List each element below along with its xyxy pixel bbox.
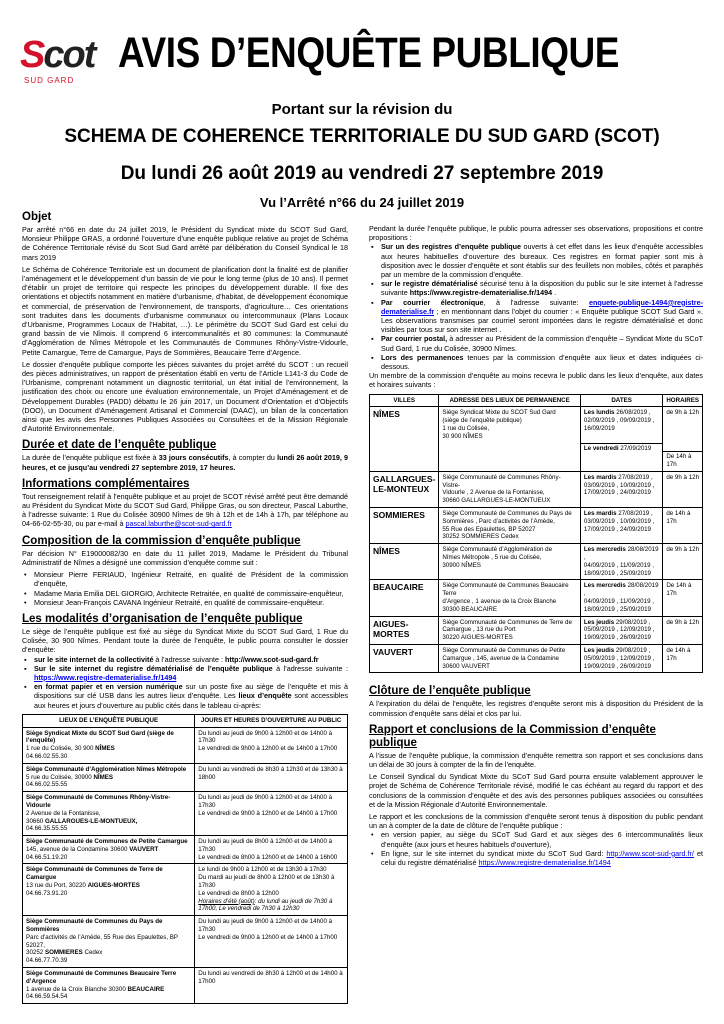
dates-line: 17/09/2019 , 24/09/2019 bbox=[583, 525, 651, 533]
table-cell-lieu bbox=[23, 792, 195, 836]
modalites-item bbox=[22, 682, 348, 710]
permanence-dates bbox=[580, 616, 662, 644]
lieu-addr: 5 rue du Colisée, 30900 bbox=[26, 773, 94, 781]
modalites-item-2-bold: Sur le site internet du registre dématérialisé de l’enquête publique bbox=[34, 663, 273, 673]
lieu-address bbox=[26, 846, 191, 854]
lieu-name: Siège Communauté de Communes Beaucaire Terre d’Argence bbox=[26, 970, 177, 985]
permanence-hours: de 14h à 17h bbox=[663, 644, 703, 672]
permanence-hours: de 9h à 12h bbox=[663, 471, 703, 507]
table-row bbox=[370, 471, 703, 507]
registre-link[interactable]: https://www.registre-dematerialise.fr/1494 bbox=[478, 858, 611, 868]
obs-item-2-text: sécurisé tenu à la disposition du public sur le site internet à l’adresse suivante bbox=[381, 279, 703, 298]
lieu-addr-2: 30660 bbox=[26, 817, 45, 825]
hours-line: Le lundi de 9h00 à 12h00 et de 13h30 à 17h30 bbox=[198, 866, 327, 874]
rapport-item-2-text: En ligne, sur le site internet du syndicat mixte du SCoT Sud Gard: bbox=[381, 848, 607, 858]
dates-line bbox=[584, 546, 659, 562]
left-column bbox=[22, 211, 348, 1004]
lieu-phone: 04.66.02.55.30 bbox=[26, 752, 68, 760]
cloture-paragraph: A l’expiration du délai de l’enquête, les registres d’enquête seront mis à disposition du Président de la commission d’enquête sans délai et clos par lui. bbox=[369, 699, 703, 718]
permanence-address bbox=[439, 471, 581, 507]
dates-line: 19/09/2019 , 26/09/2019 bbox=[583, 634, 651, 642]
logo-rest: cot bbox=[43, 34, 95, 76]
logo-subtitle: SUD GARD bbox=[24, 76, 75, 85]
address-line: 30 900 NÎMES bbox=[442, 432, 483, 440]
member-item: • Monsieur Pierre FERIAUD, Ingénieur Retraité, en qualité de Président de la commission d’enquête, bbox=[22, 570, 348, 588]
table-row bbox=[23, 916, 348, 968]
modalites-item-3-text-2: mis à disposition bbox=[34, 682, 348, 701]
lieu-city: NÎMES bbox=[93, 773, 114, 781]
lieu-address bbox=[26, 745, 191, 753]
lieu-city: NÎMES bbox=[95, 745, 115, 753]
permanence-dates bbox=[580, 508, 662, 544]
lieu-address bbox=[26, 774, 191, 782]
lieu-address bbox=[26, 882, 191, 890]
observations-item bbox=[369, 334, 703, 352]
permanence-city: NÎMES bbox=[370, 544, 439, 580]
modalites-heading: Les modalités d’organisation de l’enquête publique bbox=[22, 612, 303, 625]
dates-day: Les mardis bbox=[583, 510, 617, 518]
modalites-item bbox=[22, 664, 348, 682]
permanence-city: NÎMES bbox=[370, 407, 439, 471]
summer-text: : du lundi au jeudi de 7h30 à 17h00, Le vendredi de 7h30 à 12h30 bbox=[198, 897, 333, 913]
hours-line: Le vendredi de 9h00 à 12h00 et de 14h00 à 17h00 bbox=[198, 809, 338, 817]
lieu-addr: 1 avenue de la Croix Blanche 30300 bbox=[26, 985, 128, 993]
lieu-name: Siège Communauté de Communes de Terre de Camargue bbox=[26, 866, 163, 882]
dates-line: 16/09/2019 bbox=[583, 425, 615, 433]
member-item: • Monsieur Jean-François CAVANA Ingénieur Retraité, en qualité de commissaire-enquêteur. bbox=[22, 598, 348, 607]
lieu-addr: 13 rue du Port, 30220 bbox=[26, 882, 88, 890]
subtitle-revision: Portant sur la révision du bbox=[271, 101, 453, 118]
table-cell-hours bbox=[195, 864, 348, 916]
hours-value: de 9h à 12h bbox=[666, 409, 700, 417]
dates-line bbox=[584, 647, 659, 655]
permanence-address bbox=[439, 544, 581, 580]
duree-text-3: , à compter du bbox=[228, 453, 278, 463]
lieu-city: BEAUCAIRE bbox=[127, 985, 165, 993]
permanence-address bbox=[439, 580, 581, 616]
member-item: • Madame Maria Emilia DEL GIORGIO, Architecte Retraitée, en qualité de commissaire-enquêteur, bbox=[22, 589, 348, 598]
modalites-item-1-text: à l’adresse suivante : bbox=[153, 654, 225, 664]
table-row bbox=[370, 508, 703, 544]
lieu-name: Siège Communauté de Communes de Petite Camargue bbox=[26, 838, 188, 846]
observations-item bbox=[369, 353, 703, 371]
address-line: Siège Communauté de Communes de Petite bbox=[442, 646, 566, 654]
dates-day: Les jeudis bbox=[583, 618, 615, 626]
right-column bbox=[369, 224, 703, 867]
modalites-item-3-text: sur un poste fixe au siège de l’enquête et bbox=[182, 682, 330, 692]
table-header: DATES bbox=[580, 394, 662, 407]
permanence-dates bbox=[580, 471, 662, 507]
permanence-dates bbox=[580, 544, 662, 580]
address-line: 30220 AIGUES-MORTES bbox=[442, 634, 513, 642]
table-cell-lieu bbox=[23, 916, 195, 968]
duree-text-2: 33 jours consécutifs bbox=[158, 453, 229, 463]
permanence-dates bbox=[580, 407, 662, 471]
lieu-addr: Parc d’activités de l’Amède, 55 Rue des Epaulettes, BP 52027, bbox=[26, 933, 178, 949]
lieu-addr: 1 rue du Colisée, 30 900 bbox=[26, 745, 96, 753]
observations-list bbox=[369, 242, 703, 371]
address-line: 30300 BEAUCAIRE bbox=[442, 605, 498, 613]
table-cell-hours bbox=[195, 836, 348, 864]
lieu-addr-2: 30252 bbox=[26, 949, 45, 957]
infos-paragraph bbox=[22, 492, 348, 529]
lieu-city: GALLARGUES-LE-MONTUEUX, bbox=[44, 817, 138, 825]
lieu-address bbox=[26, 949, 191, 957]
logo-s: S bbox=[20, 34, 44, 76]
modalites-item bbox=[22, 655, 348, 664]
modalites-item-3-bold-2: lieux d’enquête bbox=[238, 691, 292, 701]
address-line: Siège Communauté de Communes Beaucaire Terre bbox=[442, 582, 569, 598]
dates-line: 02/09/2019 , 09/09/2019 , bbox=[583, 417, 655, 425]
permanence-city: AIGUES-MORTES bbox=[370, 616, 439, 644]
permanences-table bbox=[369, 394, 703, 674]
observations-item bbox=[369, 298, 703, 335]
permanences-intro: Un membre de la commission d’enquête au moins recevra le public dans les lieux d’enquête, aux dates et horaires suivants : bbox=[369, 371, 703, 390]
table-row bbox=[370, 407, 703, 471]
duree-paragraph bbox=[22, 453, 348, 471]
lieu-name: Siège Syndicat Mixte du SCOT Sud Gard (siège de l’enquête) bbox=[26, 729, 174, 745]
table-row bbox=[23, 836, 348, 864]
table-header: JOURS ET HEURES D’OUVERTURE AU PUBLIC bbox=[195, 714, 348, 727]
address-line: Sommières , Parc d’activités de l’Amède, bbox=[442, 517, 555, 525]
permanence-dates bbox=[580, 644, 662, 672]
dates-value: 27/09/2019 bbox=[618, 444, 652, 452]
email-link[interactable]: pascal.laburthe@scot-sud-gard.fr bbox=[125, 519, 232, 529]
hours-line: Le vendredi de 9h00 à 12h00 et de 14h00 à 17h00 bbox=[198, 745, 338, 753]
dates-day: Les jeudis bbox=[583, 646, 615, 654]
duree-text-1: La durée de l’enquête publique est fixée à bbox=[22, 453, 159, 463]
address-line: Siège Communauté de Communes de Terre de bbox=[442, 618, 572, 626]
duree-heading: Durée et date de l’enquête publique bbox=[22, 439, 217, 452]
dates-day: Les mercredis bbox=[583, 582, 626, 590]
table-row bbox=[23, 792, 348, 836]
obs-item-3-bold: Par courrier électronique bbox=[381, 297, 484, 307]
address-line: Siège Communauté de Communes du Pays de bbox=[442, 510, 572, 518]
permanence-address bbox=[439, 616, 581, 644]
commission-heading: Composition de la commission d’enquête publique bbox=[22, 534, 301, 547]
permanence-hours: De 14h à 17h bbox=[663, 580, 703, 616]
dates-value: 27/08/2019 , bbox=[616, 473, 653, 481]
lieu-name: Siège Communauté de Communes Rhôny-Vistre-Vidourle bbox=[26, 794, 171, 809]
dates-line bbox=[584, 474, 659, 482]
subtitle-dates: Du lundi 26 août 2019 au vendredi 27 septembre 2019 bbox=[120, 163, 604, 184]
observations-item bbox=[369, 279, 703, 297]
address-line: Siège Communauté de Communes Rhôny-Vistre- bbox=[442, 473, 561, 489]
table-cell-lieu bbox=[23, 864, 195, 916]
dates-value: 29/08/2019 , bbox=[614, 618, 651, 626]
registre-link[interactable]: https://www.registre-dematerialise.fr/1494 bbox=[409, 288, 553, 298]
obs-item-5-bold: Lors des permanences bbox=[381, 352, 464, 362]
dates-extra bbox=[581, 443, 662, 453]
table-cell-lieu bbox=[23, 763, 195, 791]
address-line: d’Argence , 1 avenue de la Croix Blanche bbox=[442, 598, 557, 605]
lieu-address bbox=[26, 818, 191, 826]
address-line: Siège Syndicat Mixte du SCOT Sud Gard bbox=[442, 409, 556, 417]
lieu-phone: 04.66.35.55.55 bbox=[26, 825, 68, 833]
dates-value: 28/08/2019 , bbox=[583, 582, 659, 598]
address-line: Camargue , 145, avenue de la Condamine bbox=[442, 654, 559, 662]
table-row bbox=[23, 727, 348, 763]
dates-day: Les mercredis bbox=[583, 546, 626, 554]
hours-line: Du lundi au jeudi de 8h00 à 12h00 et de 14h00 à 17h30 bbox=[198, 838, 333, 853]
permanence-city: SOMMIERES bbox=[370, 508, 439, 544]
lieux-table bbox=[22, 714, 348, 1005]
obs-item-5-text: tenues par la commission d’enquête aux lieux et dates indiquées ci-dessous. bbox=[381, 352, 703, 372]
table-cell-hours bbox=[195, 792, 348, 836]
dates-value: 28/08/2019 , bbox=[583, 546, 659, 562]
dates-line bbox=[584, 409, 659, 417]
table-cell-lieu bbox=[23, 836, 195, 864]
table-header: VILLES bbox=[370, 394, 439, 407]
rapport-paragraph-2: Le Conseil Syndical du Syndicat Mixte du SCoT Sud Gard pourra ensuite valablement approuver le projet de Schéma de Cohérence Territoriale révisé, modifié le cas échéant au regard du rapport et des conclusions de la commission d’enquête et des avis des personnes publiques associées ou consultées et de la Mission Régionale d’Autorité Environnementale. bbox=[369, 772, 703, 809]
address-line: Vidourle , 2 Avenue de la Fontanisse, bbox=[442, 489, 545, 497]
address-line: 30900 NÎMES bbox=[442, 561, 481, 569]
dates-line: 03/09/2019 , 10/09/2019 , bbox=[583, 517, 655, 525]
obs-item-2-bold: sur le registre dématérialisé bbox=[381, 279, 478, 289]
hours-line: Du lundi au vendredi de 8h30 à 12h30 et de 13h30 à 18h00 bbox=[198, 765, 343, 781]
table-cell-hours bbox=[195, 763, 348, 791]
dates-line: 19/09/2019 , 26/09/2019 bbox=[583, 662, 651, 670]
lieu-name: Siège Communauté de Communes du Pays de Sommières bbox=[26, 918, 163, 934]
lieu-address bbox=[26, 986, 191, 994]
infos-heading: Informations complémentaires bbox=[22, 477, 190, 490]
address-line: (siège de l’enquête publique) bbox=[442, 417, 522, 425]
dates-line: 18/09/2019 , 25/09/2019 bbox=[583, 569, 651, 577]
dates-line: 18/09/2019 , 25/09/2019 bbox=[583, 605, 651, 613]
lieu-addr: 145, avenue de la Condamine 30600 bbox=[26, 845, 130, 853]
lieu-city: SOMMIERES bbox=[44, 949, 83, 957]
address-line: Siège Communauté d’Agglomération de bbox=[442, 546, 553, 554]
obs-item-4-text: à adresser au Président de la commission d’enquête – Syndicat Mixte du SCoT Sud Gard, 1 rue du Colisée, 30900 Nîmes. bbox=[381, 334, 703, 353]
objet-paragraph-3: Le dossier d’enquête publique comporte les pièces suivantes du projet arrêté du SCOT : un recueil des pièces administratives, un rapport de présentation établi en vertu de l’Article L141-3 du Code de l’Urbanisme, comprenant notamment un diagnostic territorial, un état initial de l’environnement, la justification des choix ou encore une évaluation environnementale, un Projet d’Aménagement et de Développement Durables (PADD) débattu le 26 juin 2017, un Document d’Orientation et d’Objectifs (DOO), un Document d’Aménagement Artisanal et Commercial (DAAC), un bilan de la concertation ainsi que les avis des Personnes Publiques Associées ou Consultées et de la Mission Régionale d’Autorité Environnementale. bbox=[22, 359, 348, 434]
address-line: 55 Rue des Epaulettes, BP 52027 bbox=[442, 525, 536, 533]
rapport-paragraph-1: A l’issue de l’enquête publique, la commission d’enquête remettra son rapport et ses conclusions dans un délai de 30 jours à compter de la fin de l’enquête. bbox=[369, 750, 703, 769]
table-row bbox=[370, 644, 703, 672]
lieu-city: AIGUES-MORTES bbox=[87, 882, 140, 890]
table-row bbox=[370, 580, 703, 616]
lieu-addr: 2 Avenue de la Fontanisse, bbox=[26, 809, 101, 817]
scot-logo bbox=[20, 36, 110, 86]
dates-line: 04/09/2019 , 11/09/2019 , bbox=[583, 561, 654, 569]
page-title: AVIS D’ENQUÊTE PUBLIQUE bbox=[118, 29, 620, 77]
dates-line bbox=[584, 582, 659, 598]
obs-item-4-bold: Par courrier postal, bbox=[381, 334, 448, 344]
dates-value: 27/08/2019 , bbox=[616, 510, 653, 518]
dates-line: 05/09/2019 , 12/09/2019 , bbox=[583, 654, 655, 662]
hours-line: Du mardi au jeudi de 8h00 à 12h00 et de 13h30 à 17h30 bbox=[198, 874, 335, 890]
address-line: 30660 GALLARGUES-LE-MONTUEUX bbox=[442, 497, 551, 505]
permanence-dates bbox=[580, 580, 662, 616]
rapport-item: • en version papier, au siège du SCoT Sud Gard et aux sièges des 6 intercommunalités lieux d’enquête (aux jours et heures habituels d’ouverture), bbox=[369, 830, 703, 848]
summer-label: Horaires d’été (août) bbox=[198, 897, 255, 905]
hours-line: Du lundi au jeudi de 9h00 à 12h00 et de 14h00 à 17h30 bbox=[198, 729, 333, 745]
modalites-item-3-text-4: sont accessibles aux heures et jours d’ouverture au public cités dans le tableau ci-après: bbox=[34, 691, 348, 710]
table-cell-hours bbox=[195, 727, 348, 763]
rapport-paragraph-3: Le rapport et les conclusions de la commission d’enquête seront tenus à disposition du public pendant un an à compter de la date de clôture de l’enquête publique : bbox=[369, 812, 703, 831]
dates-line: 05/09/2019 , 12/09/2019 , bbox=[583, 626, 655, 634]
obs-item-1-text: ouverts à cet effet dans les lieux d’enquête accessibles aux heures habituelles d’ouverture des bureaux. Ces registres en format papier sont mis à disposition avec le dossier d’enquête et sont établis sur des feuillets non mobiles, côtés et paraphés par un membre de la commission d’enquête. bbox=[381, 242, 703, 280]
permanence-address bbox=[439, 644, 581, 672]
observations-intro: Pendant la durée l’enquête publique, le public pourra adresser ses observations, propositions et contre propositions : bbox=[369, 224, 703, 243]
hours-line: Le vendredi de 9h00 à 12h00 et de 14h00 à 17h00 bbox=[198, 933, 338, 941]
dates-day: Les lundis bbox=[583, 409, 615, 417]
table-header: ADRESSE DES LIEUX DE PERMANENCE bbox=[439, 394, 581, 407]
hours-line: Le vendredi de 8h00 à 12h00 bbox=[198, 889, 279, 897]
permanence-city: GALLARGUES-LE-MONTEUX bbox=[370, 471, 439, 507]
lieu-phone: 04.66.77.70.39 bbox=[26, 957, 68, 965]
website-link[interactable]: http://www.scot-sud-gard.fr/ bbox=[606, 848, 694, 858]
cloture-heading: Clôture de l’enquête publique bbox=[369, 685, 531, 698]
dates-line: 03/09/2019 , 10/09/2019 , bbox=[583, 481, 655, 489]
lieu-city: VAUVERT bbox=[129, 845, 159, 853]
table-row bbox=[370, 616, 703, 644]
hours-line: Du lundi au jeudi de 9h00 à 12h00 et de 14h00 à 17h30 bbox=[198, 918, 333, 934]
obs-item-3-text-2: ; en mentionnant dans l’objet du courrier : « Enquête publique SCOT Sud Gard ». Les observations transmises par courriel seront importées dans le registre dématérialisé et donc visibles par tous sur son site internet . bbox=[381, 306, 703, 335]
duree-text-4: lundi 26 août 2019, 9 heures, et ce jusqu’au vendredi 27 septembre 2019, 17 heures. bbox=[22, 453, 348, 472]
lieu-name: Siège Communauté d’Agglomération Nîmes Métropole bbox=[26, 765, 187, 773]
hours-line: Le vendredi de 8h00 à 12h00 et de 14h00 à 16h00 bbox=[198, 853, 338, 861]
permanence-hours: de 9h à 12h bbox=[663, 616, 703, 644]
dates-day: Le vendredi bbox=[583, 444, 619, 452]
permanence-hours bbox=[663, 407, 703, 471]
address-line: 1 rue du Colisée, bbox=[442, 425, 490, 433]
hours-line: Du lundi au jeudi de 9h00 à 12h00 et de 14h00 à 17h30 bbox=[198, 794, 333, 809]
address-line: Camargue , 13 rue du Port bbox=[442, 626, 516, 634]
modalites-item-1-bold: sur le site internet de la collectivité bbox=[34, 654, 154, 664]
modalites-item-3-bold: en format papier et en version numérique bbox=[34, 682, 183, 692]
dates-line: 17/09/2019 , 24/09/2019 bbox=[583, 489, 651, 497]
dates-line bbox=[584, 510, 659, 518]
table-row bbox=[370, 544, 703, 580]
dates-value: 29/08/2019 , bbox=[614, 646, 651, 654]
dates-line bbox=[584, 619, 659, 627]
lieu-phone: 04.66.59.54.54 bbox=[26, 993, 68, 1001]
dates-line: 04/09/2019 , 11/09/2019 , bbox=[583, 598, 654, 605]
lieu-phone: 04.66.73.91.20 bbox=[26, 889, 68, 897]
commission-paragraph: Par décision N° E19000082/30 en date du 11 juillet 2019, Madame le Président du Tribunal Administratif de Nîmes a désigné une commission d’enquête comme suit : bbox=[22, 548, 348, 567]
lieu-phone: 04.66.51.19.20 bbox=[26, 853, 68, 861]
table-header: HORAIRES bbox=[663, 394, 703, 407]
table-cell-lieu bbox=[23, 727, 195, 763]
address-line: 30252 SOMMIERES Cedex bbox=[442, 533, 519, 541]
permanence-city: BEAUCAIRE bbox=[370, 580, 439, 616]
subtitle-arrete: Vu l’Arrêté n°66 du 24 juillet 2019 bbox=[259, 195, 465, 210]
objet-heading: Objet bbox=[22, 211, 52, 223]
logo-wordmark bbox=[20, 36, 110, 74]
table-cell-hours bbox=[195, 968, 348, 1004]
observations-item bbox=[369, 242, 703, 279]
objet-paragraph-2: Le Schéma de Cohérence Territoriale est un document de planification dont la finalité est de planifier l’aménagement et le développement d’un bassin de vie pour le long terme (plus de 10 ans). Il permet d’établir un projet de territoire qui respecte les principes du développement durable. Il fixe des orientations et objectifs notamment en matière d’urbanisme, d’habitat, de développement économique et commercial, de préservation de l’environnement, de transports, d’agriculture… Ces orientations sont traduites dans les documents d’urbanisme communaux ou intercommunaux (Plans Locaux d’Urbanisme, Programmes Locaux de l’Habitat, …). Le périmètre du SCOT Sud Gard est celui du grand bassin de vie Nîmois. Il comprend 6 intercommunalités et 80 communes: la Communauté d’Agglomération de Nîmes Métropole et les Communautés de Communes Rhôny-Vistre-Vidourle, Petite Camargue, Terre de Camargue, Pays de Sommières, Beaucaire Terre d’Argence. bbox=[22, 264, 348, 357]
hours-line: Du lundi au vendredi de 8h30 à 12h00 et de 14h00 à 17h00 bbox=[198, 970, 343, 985]
table-row bbox=[23, 864, 348, 916]
website-link[interactable]: http://www.scot-sud-gard.fr bbox=[224, 654, 319, 664]
table-row bbox=[23, 763, 348, 791]
obs-item-1-bold: Sur un des registres d’enquête publique bbox=[381, 242, 522, 252]
infos-text: Tout renseignement relatif à l’enquête publique et au projet de SCOT révisé arrêté peut être demandé au Président du Syndicat Mixte du SCOT Sud Gard, Philippe Gras, ou son directeur, Pascal Laburthe, à l’adresse suivante: 1 Rue du Colisée 30900 Nîmes de 9h à 12h et de 14h à 17h, par téléphone au 04-66-02-55-30, ou par e-mail à bbox=[22, 491, 348, 529]
permanence-hours: de 9h à 12h bbox=[663, 544, 703, 580]
modalites-item-3-text-3: s sur clé USB dans les autres lieux d’enquête. Les bbox=[67, 691, 239, 701]
address-line: 30600 VAUVERT bbox=[442, 662, 490, 670]
commission-members bbox=[22, 570, 348, 607]
table-header: LIEUX DE L’ENQUÊTE PUBLIQUE bbox=[23, 714, 195, 727]
table-cell-lieu bbox=[23, 968, 195, 1004]
permanence-hours: de 14h à 17h bbox=[663, 508, 703, 544]
objet-paragraph-1: Par arrêté n°66 en date du 24 juillet 2019, le Président du Syndicat mixte du SCOT Sud Gard, Monsieur Philippe GRAS, a ordonné l’ouverture d’une enquête publique relative au projet de Schéma de Cohérence Territoriale révisé du Scot Sud Gard arrêté par délibération du Conseil Syndical le 18 mars 2019 bbox=[22, 225, 348, 262]
rapport-item bbox=[369, 849, 703, 867]
obs-item-3-text: , à l’adresse suivante: bbox=[483, 297, 589, 307]
permanence-address bbox=[439, 508, 581, 544]
address-line: Nîmes Métropole , 5 rue du Colisée, bbox=[442, 554, 542, 562]
table-row bbox=[23, 968, 348, 1004]
lieu-phone: 04.66.02.55.55 bbox=[26, 781, 68, 789]
rapport-heading: Rapport et conclusions de la Commission d’enquête publique bbox=[369, 723, 656, 749]
dates-day: Les mardis bbox=[583, 473, 617, 481]
hours-summer bbox=[198, 898, 344, 914]
modalites-item-2-text: à l’adresse suivante : bbox=[272, 663, 348, 673]
email-link[interactable]: enquete-publique-1494@registre-dematerialise.fr bbox=[381, 297, 703, 316]
modalites-list bbox=[22, 655, 348, 710]
subtitle-scot: SCHEMA DE COHERENCE TERRITORIALE DU SUD GARD (SCOT) bbox=[64, 126, 660, 147]
registre-link[interactable]: https://www.registre-dematerialise.fr/1494 bbox=[34, 672, 177, 682]
lieu-city-suffix: Cedex bbox=[82, 949, 103, 957]
hours-value: De 14h à 17h bbox=[663, 451, 702, 469]
rapport-item-2-text-2: et celui du registre dématérialisé bbox=[381, 848, 703, 868]
dates-value: 26/08/2019 , bbox=[614, 409, 651, 417]
modalites-intro: Le siège de l’enquête publique est fixé au siège du Syndicat Mixte du SCOT Sud Gard, 1 Rue du Colisée, 30 900 Nîmes. Pendant toute la durée de l’enquête, le public pourra consulter le dossier d’enquête: bbox=[22, 626, 348, 655]
permanence-city: VAUVERT bbox=[370, 644, 439, 672]
table-cell-hours bbox=[195, 916, 348, 968]
obs-item-2-end: . bbox=[552, 288, 557, 298]
rapport-list bbox=[369, 830, 703, 867]
permanence-address bbox=[439, 407, 581, 471]
